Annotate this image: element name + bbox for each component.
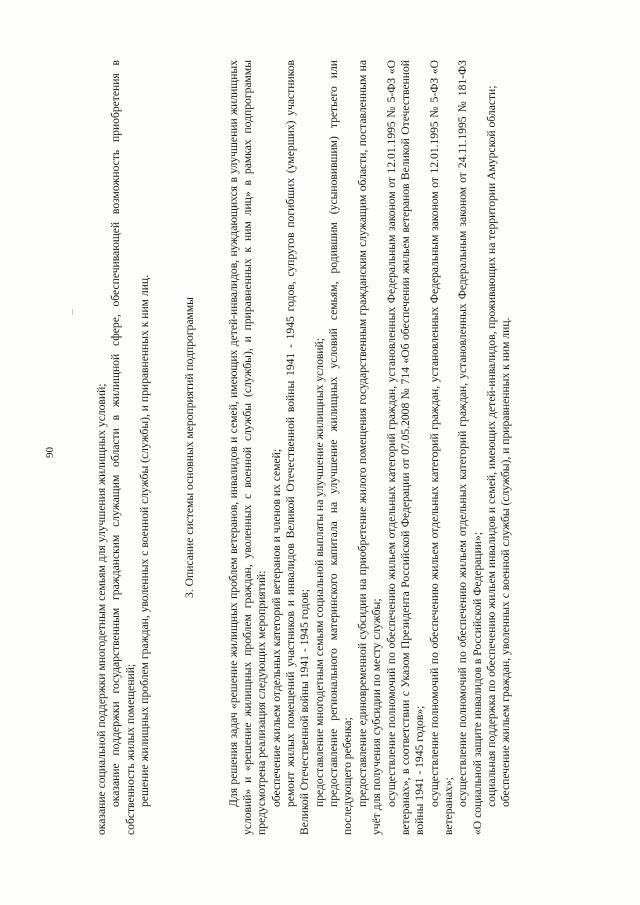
list-item: обеспечение жильем отдельных категорий ветеранов и членов их семей; [269, 448, 283, 807]
list-item: предоставление регионального материнского капитала на улучшение жилищных условий семьям, родившим (усыновившим) третьего или последующего ребенка; [327, 60, 355, 835]
paragraph: Для решения задач «решение жилищных проблем ветеранов, инвалидов и семей, имеющих детей-инвалидов, нуждающихся в улучшении жилищных условий» и «решение жилищных проблем граждан, уволенных с военной службы (службы), и приравненных к ним лиц» в рамках подпрограммы предусмотрена реализация следующих мероприятий: [226, 60, 269, 835]
paragraph: оказание социальной поддержки многодетным семьям для улучшения жилищных условий; [95, 383, 108, 835]
paragraph: оказание поддержки государственным гражданским служащим области в жилищной сфере, обеспечивающей возможность приобретения в собственность жилых помещений; [109, 60, 137, 835]
list-item: обеспечение жильем граждан, уволенных с военной службы (службы), и приравненных к ним лиц. [499, 317, 513, 807]
list-item: ремонт жилых помещений участников и инвалидов Великой Отечественной войны 1941 - 1945 годов, супругов погибших (умерших) участников Великой Отечественной войны 1941 - 1945 годов; [284, 60, 312, 835]
list-item: предоставление многодетным семьям социальной выплаты на улучшение жилищных условий; [312, 338, 326, 807]
scan-speck [72, 309, 73, 315]
paragraph: решение жилищных проблем граждан, уволенных с военной службы (службы), и приравненных к ним лиц. [138, 274, 152, 807]
list-item: осуществление полномочий по обеспечению жильем отдельных категорий граждан, установленных Федеральным законом от 12.01.1995 № 5-ФЗ «О ветеранах»; [427, 60, 455, 835]
list-item: осуществление полномочий по обеспечению жильем отдельных категорий граждан, установленных Федеральным законом от 24.11.1995 № 181-ФЗ «О социальной защите инвалидов в Российской Федерации»; [456, 60, 484, 835]
section-title: 3. Описание системы основных мероприятий подпрограммы [183, 297, 197, 598]
list-item: предоставление единовременной субсидии на приобретение жилого помещения государственным гражданским служащим области, поставленным на учёт для получения субсидии по месту службы; [355, 60, 384, 835]
list-item: осуществление полномочий по обеспечению жильем отдельных категорий граждан, установленных Федеральным законом от 12.01.1995 № 5-ФЗ «О ветеранах», в соответствии с Указом Президента Российской Федерации от 07.05.2008 № 714 «Об обеспечении жильем ветеранов Великой Отечественной войны 1941 - 1945 годов»; [384, 60, 427, 835]
list-item: социальная поддержка по обеспечению жильем инвалидов и семей, имеющих детей-инвалидов, проживающих на территории Амурской области; [484, 85, 498, 807]
document-body [95, 60, 514, 835]
page-number: 90 [44, 447, 56, 458]
